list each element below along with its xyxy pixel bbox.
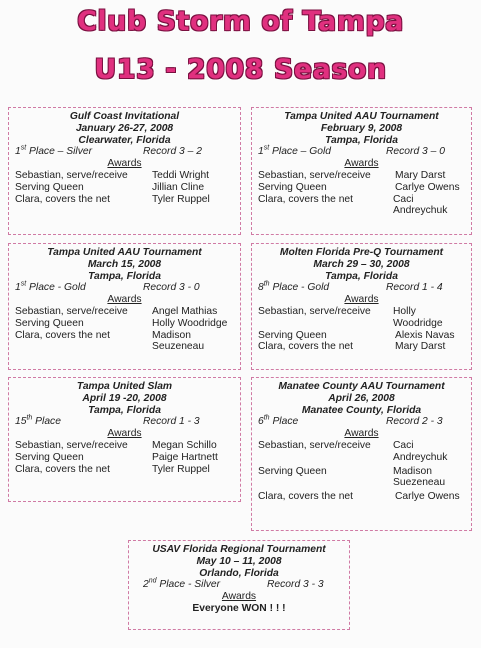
tournament-name: Tampa United Slam bbox=[76, 381, 173, 392]
award-row: Clara, covers the net Carlye Owens bbox=[258, 491, 460, 503]
record: Record 3 - 3 bbox=[267, 579, 324, 591]
tournament-location: Tampa, Florida bbox=[88, 404, 161, 416]
award-row: Sebastian, serve/receive Angel Mathias bbox=[15, 305, 218, 317]
award-row: Clara, covers the net Madison Seuzeneau bbox=[15, 329, 205, 353]
tournament-location: Tampa, Florida bbox=[88, 270, 161, 282]
awards-heading: Awards bbox=[107, 428, 142, 440]
award-row: Clara, covers the net Tyler Ruppel bbox=[15, 193, 210, 205]
placement: 1st Place – Gold bbox=[258, 144, 332, 158]
page-title: Club Storm of Tampa bbox=[77, 6, 404, 37]
tournament-card bbox=[251, 377, 472, 531]
tournament-date: May 10 – 11, 2008 bbox=[196, 555, 282, 567]
award-row: Serving Queen Jillian Cline bbox=[15, 181, 205, 193]
award-row: Clara, covers the net Tyler Ruppel bbox=[15, 463, 210, 475]
place-record-row bbox=[258, 146, 465, 158]
record: Record 1 - 4 bbox=[386, 282, 443, 294]
place-record-row bbox=[135, 579, 343, 591]
tournament-name: Tampa United AAU Tournament bbox=[47, 247, 202, 258]
award-row: Clara, covers the net Mary Darst bbox=[258, 341, 446, 353]
record: Record 3 - 0 bbox=[143, 282, 200, 294]
placement: 2nd Place - Silver bbox=[143, 577, 221, 591]
tournament-name: Gulf Coast Invitational bbox=[69, 111, 180, 122]
award-row: Sebastian, serve/receive Teddi Wright bbox=[15, 169, 210, 181]
placement: 8th Place - Gold bbox=[258, 280, 330, 294]
award-row: Serving Queen Alexis Navas bbox=[258, 329, 455, 341]
award-row: Sebastian, serve/receive Megan Schillo bbox=[15, 439, 217, 451]
placement: 1st Place – Silver bbox=[15, 144, 93, 158]
award-row: Sebastian, serve/receive Caci Andreychuk bbox=[258, 439, 448, 463]
tournament-date: April 19 -20, 2008 bbox=[82, 392, 167, 404]
tournament-card bbox=[251, 107, 472, 235]
awards-heading: Awards bbox=[344, 158, 379, 170]
season-title: U13 - 2008 Season bbox=[94, 54, 387, 85]
tournament-card bbox=[8, 107, 241, 235]
record: Record 3 – 2 bbox=[143, 146, 202, 158]
tournament-card bbox=[128, 540, 350, 630]
tournament-name: Tampa United AAU Tournament bbox=[284, 111, 439, 122]
tournament-name: USAV Florida Regional Tournament bbox=[152, 544, 326, 555]
placement: 15th Place bbox=[15, 414, 61, 428]
tournament-name: Molten Florida Pre-Q Tournament bbox=[279, 247, 444, 258]
tournament-card bbox=[8, 243, 241, 370]
awards-heading: Awards bbox=[344, 294, 379, 306]
tournament-location: Tampa, Florida bbox=[325, 270, 398, 282]
award-row: Serving Queen Carlye Owens bbox=[258, 181, 460, 193]
place-record-row bbox=[258, 416, 465, 428]
tournament-date: February 9, 2008 bbox=[320, 122, 403, 134]
record: Record 1 - 3 bbox=[143, 416, 200, 428]
tournament-date: March 29 – 30, 2008 bbox=[313, 258, 410, 270]
tournament-location: Tampa, Florida bbox=[325, 134, 398, 146]
award-row: Serving Queen Madison Suezeneau bbox=[258, 465, 446, 489]
awards-heading: Awards bbox=[107, 158, 142, 170]
award-row: Clara, covers the net Caci Andreychuk bbox=[258, 193, 448, 217]
award-row: Sebastian, serve/receive Holly Woodridge bbox=[258, 305, 443, 329]
tournament-location: Clearwater, Florida bbox=[78, 134, 171, 146]
tournament-card bbox=[251, 243, 472, 370]
tournament-date: March 15, 2008 bbox=[87, 258, 162, 270]
awards-heading: Awards bbox=[107, 294, 142, 306]
awards-heading: Awards bbox=[344, 428, 379, 440]
place-record-row bbox=[15, 146, 234, 158]
tournament-location: Orlando, Florida bbox=[199, 567, 279, 579]
award-row: Sebastian, serve/receive Mary Darst bbox=[258, 169, 446, 181]
record: Record 2 - 3 bbox=[386, 416, 443, 428]
placement: 1st Place - Gold bbox=[15, 280, 86, 294]
tournament-date: April 26, 2008 bbox=[328, 392, 395, 404]
place-record-row bbox=[15, 416, 234, 428]
everyone-won: Everyone WON ! ! ! bbox=[192, 602, 286, 614]
tournament-name: Manatee County AAU Tournament bbox=[278, 381, 445, 392]
tournament-date: January 26-27, 2008 bbox=[75, 122, 174, 134]
placement: 6th Place bbox=[258, 414, 299, 428]
tournament-card bbox=[8, 377, 241, 502]
record: Record 3 – 0 bbox=[386, 146, 445, 158]
tournament-location: Manatee County, Florida bbox=[301, 404, 422, 416]
awards-heading: Awards bbox=[221, 591, 257, 603]
place-record-row bbox=[258, 282, 465, 294]
award-row: Serving Queen Paige Hartnett bbox=[15, 451, 218, 463]
place-record-row bbox=[15, 282, 234, 294]
award-row: Serving Queen Holly Woodridge bbox=[15, 317, 228, 329]
